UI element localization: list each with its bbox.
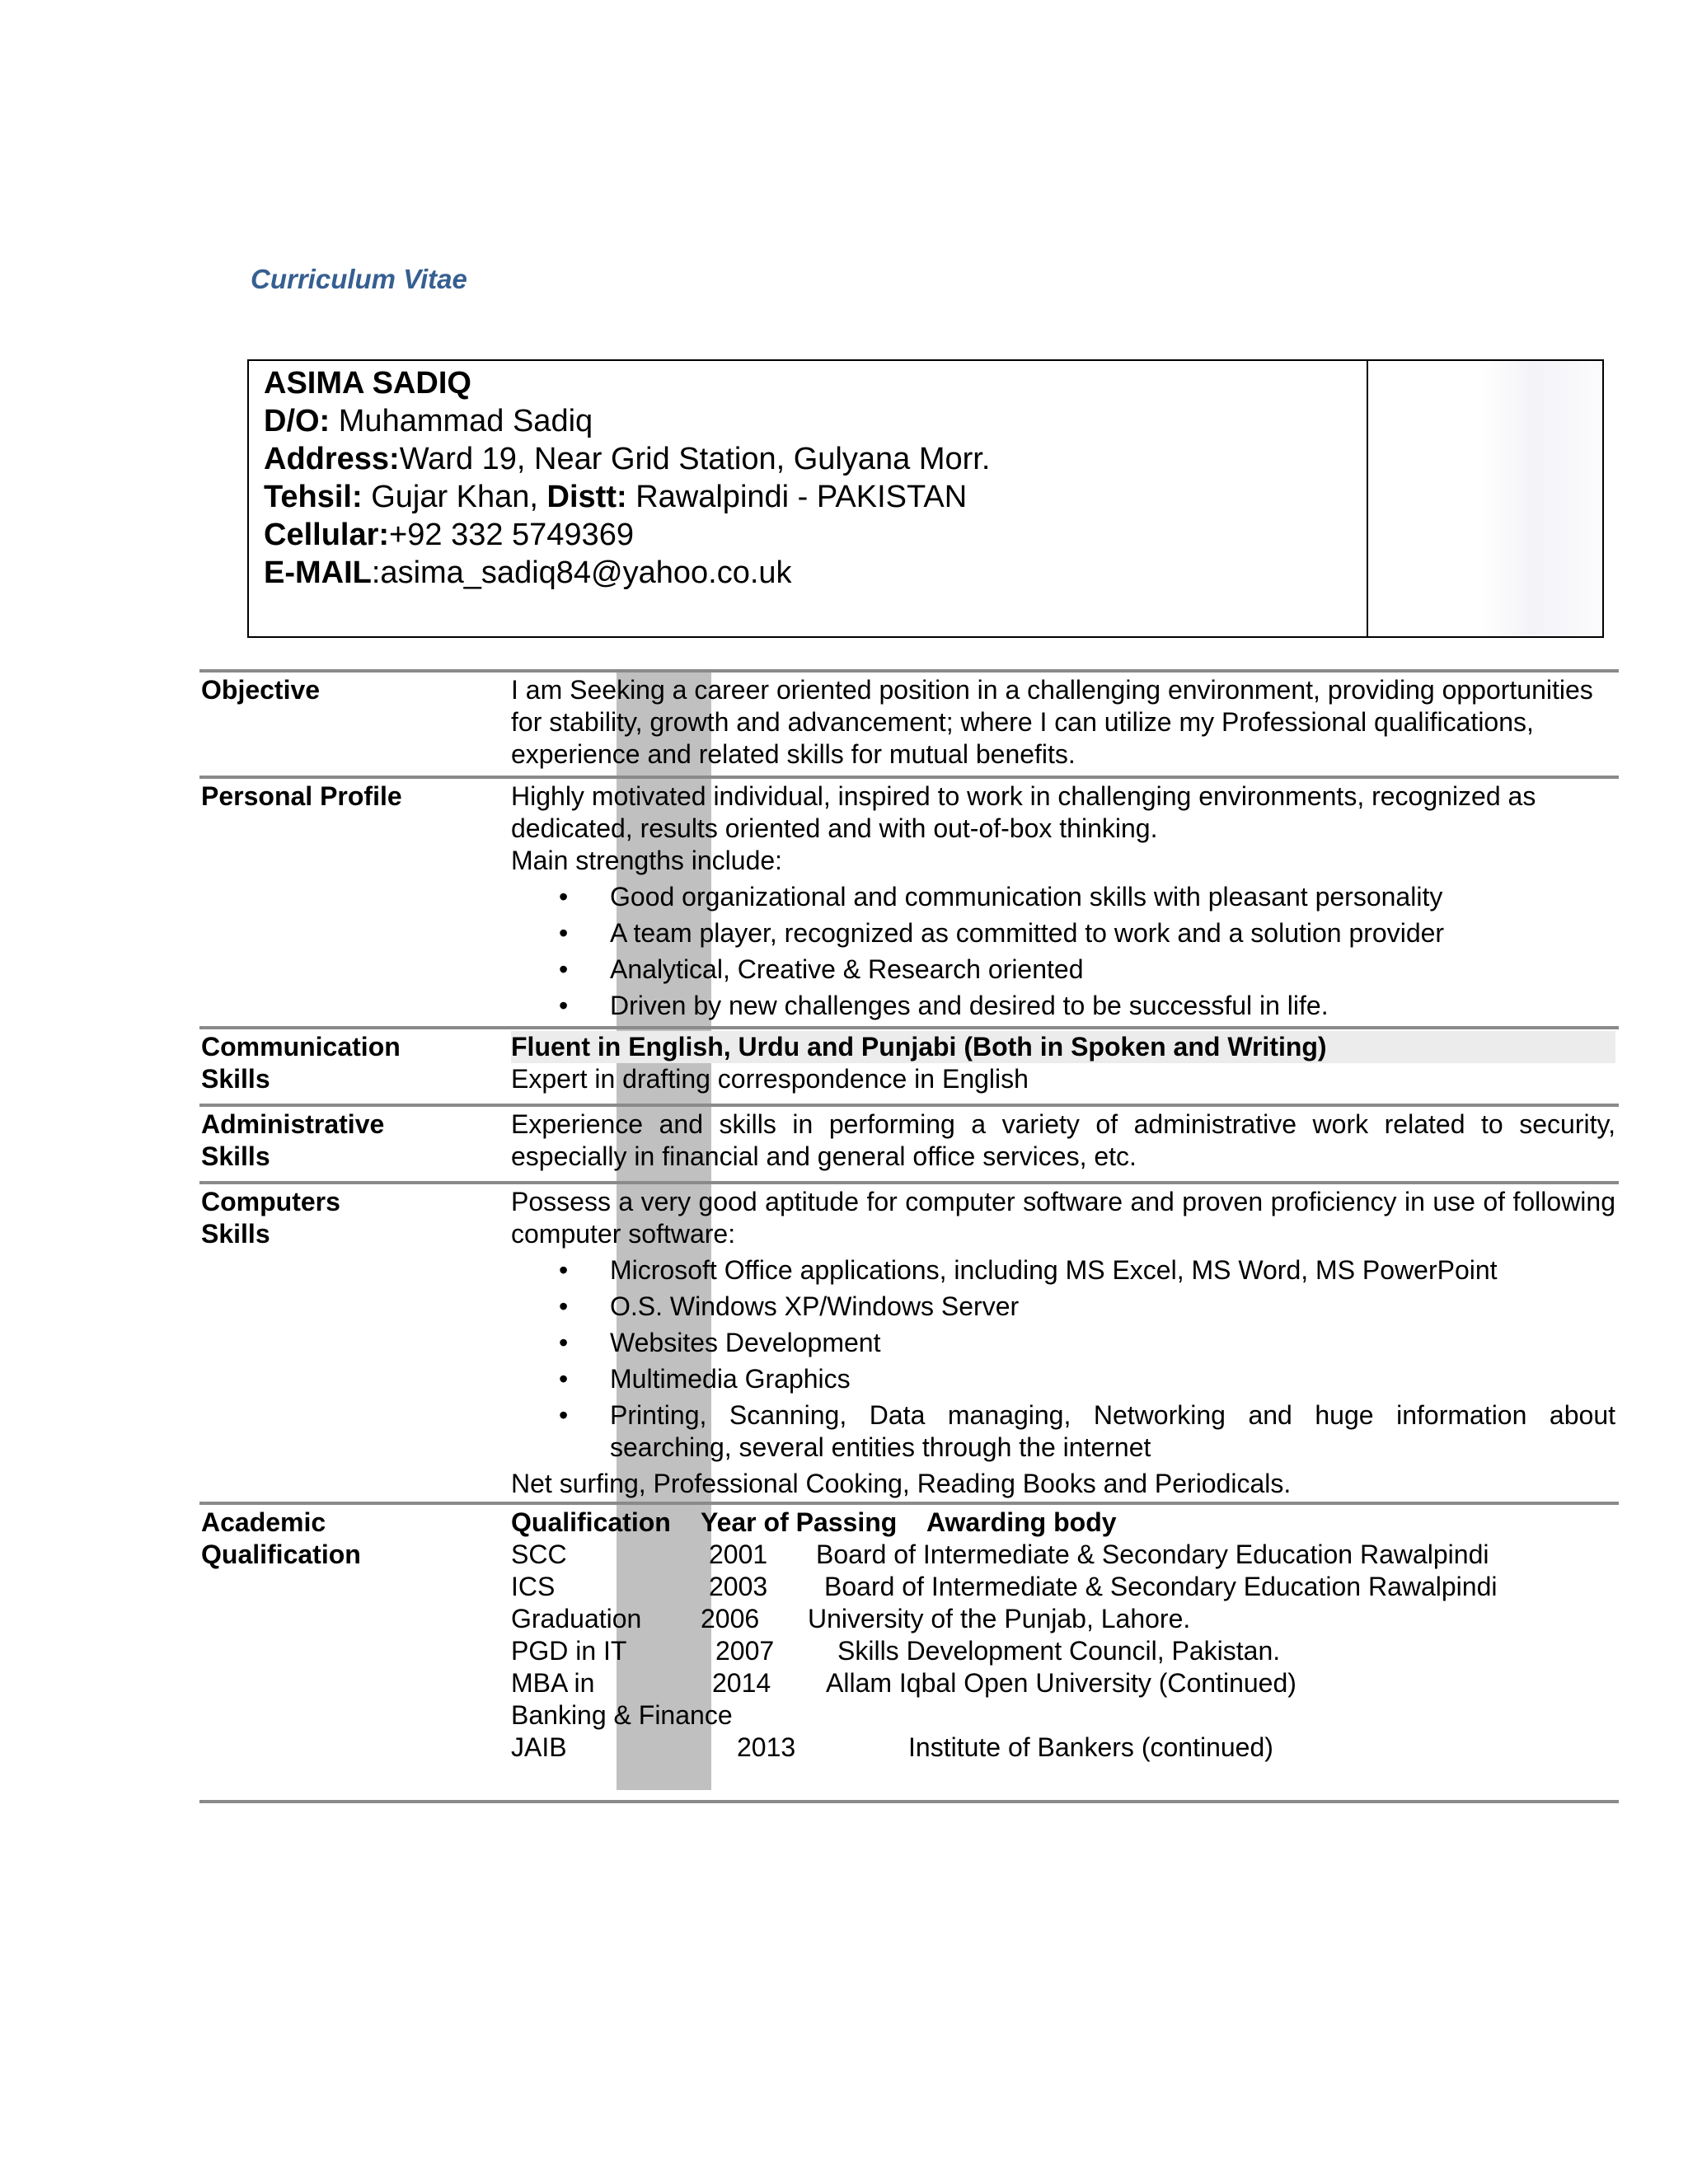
email-label: E-MAIL	[264, 555, 372, 590]
qualification-cell: MBA in	[511, 1668, 595, 1698]
tehsil-line	[264, 478, 990, 516]
document-title: Curriculum Vitae	[251, 264, 467, 294]
parent-value: Muhammad Sadiq	[330, 404, 593, 438]
list-item: • Multimedia Graphics	[511, 1363, 1615, 1395]
body-cell: Board of Intermediate & Secondary Education Rawalpindi	[824, 1572, 1498, 1601]
column-header: Qualification	[511, 1507, 671, 1537]
body-cell: University of the Punjab, Lahore.	[808, 1604, 1191, 1633]
computer-skills-list	[511, 1254, 1615, 1464]
computers-intro: Possess a very good aptitude for computer software and proven proficiency in use of following computer software:	[511, 1187, 1615, 1249]
qualification-cell: SCC	[511, 1540, 567, 1569]
label-line: Academic	[201, 1507, 326, 1537]
qualification-cell: JAIB	[511, 1732, 567, 1762]
candidate-name: ASIMA SADIQ	[264, 366, 471, 401]
parent-line	[264, 402, 990, 440]
tehsil-value: Gujar Khan,	[362, 480, 547, 514]
label-line: Skills	[201, 1064, 270, 1094]
section-label-objective: Objective	[201, 675, 321, 705]
photo-placeholder	[1368, 361, 1602, 636]
list-item: • Driven by new challenges and desired to be successful in life.	[511, 990, 1615, 1022]
contact-details	[264, 364, 990, 592]
table-row	[511, 1667, 1615, 1699]
administrative-text: Experience and skills in performing a variety of administrative work related to security, especially in financial and general office services, etc.	[511, 1109, 1615, 1171]
strengths-list	[511, 881, 1615, 1022]
label-line: Communication	[201, 1032, 401, 1062]
distt-label: Distt:	[546, 480, 627, 514]
cellular-value: +92 332 5749369	[389, 518, 634, 552]
column-header: Year of Passing	[701, 1507, 898, 1537]
address-line	[264, 440, 990, 478]
year-cell: 2014	[712, 1668, 771, 1698]
table-row	[511, 1732, 1615, 1764]
qualification-cell: Graduation	[511, 1604, 642, 1633]
address-label: Address:	[264, 442, 400, 476]
year-cell: 2001	[709, 1540, 768, 1569]
objective-text: I am Seeking a career oriented position in a challenging environment, providing opportunities for stability, growth and advancement; where I can utilize my Professional qualifications, experience and related skills for mutual benefits.	[511, 675, 1593, 769]
list-item: • A team player, recognized as committed to work and a solution provider	[511, 917, 1615, 949]
body-cell: Institute of Bankers (continued)	[908, 1732, 1273, 1762]
section-communication	[199, 1026, 1619, 1095]
qualification-cell: ICS	[511, 1572, 556, 1601]
distt-value: Rawalpindi - PAKISTAN	[626, 480, 968, 514]
personal-profile-intro: Highly motivated individual, inspired to work in challenging environments, recognized as dedicated, results oriented and with out-of-box thinking.	[511, 781, 1536, 843]
cv-sections	[199, 669, 1619, 1803]
cellular-label: Cellular:	[264, 518, 390, 552]
body-cell: Skills Development Council, Pakistan.	[837, 1636, 1281, 1666]
academic-table	[511, 1505, 1615, 1764]
table-row	[511, 1539, 1615, 1571]
column-header: Awarding body	[926, 1507, 1117, 1537]
list-item: • Good organizational and communication skills with pleasant personality	[511, 881, 1615, 913]
label-line: Computers	[201, 1187, 340, 1216]
list-item: • Websites Development	[511, 1327, 1615, 1359]
section-administrative	[199, 1104, 1619, 1173]
year-cell: 2006	[701, 1604, 760, 1633]
section-computers	[199, 1181, 1619, 1500]
year-cell: 2007	[715, 1636, 775, 1666]
cellular-line	[264, 516, 990, 554]
qualification-cell: PGD in IT	[511, 1636, 627, 1666]
section-label-academic	[201, 1507, 407, 1571]
body-cell: Board of Intermediate & Secondary Education Rawalpindi	[816, 1540, 1489, 1569]
table-row	[511, 1635, 1615, 1667]
section-personal-profile	[199, 776, 1619, 1022]
list-item: • O.S. Windows XP/Windows Server	[511, 1291, 1615, 1323]
label-line: Skills	[201, 1219, 270, 1249]
table-row	[511, 1571, 1615, 1603]
label-line: Skills	[201, 1141, 270, 1171]
parent-label: D/O:	[264, 404, 331, 438]
section-label-administrative	[201, 1108, 407, 1173]
section-label-communication	[201, 1031, 407, 1095]
computers-footer: Net surfing, Professional Cooking, Reading Books and Periodicals.	[511, 1469, 1292, 1498]
table-row	[511, 1699, 1615, 1732]
table-header	[511, 1507, 1615, 1539]
list-item: • Printing, Scanning, Data managing, Networking and huge information about searching, several entities through the internet	[511, 1399, 1615, 1464]
communication-languages: Fluent in English, Urdu and Punjabi (Both in Spoken and Writing)	[511, 1031, 1615, 1063]
list-item: • Microsoft Office applications, including MS Excel, MS Word, MS PowerPoint	[511, 1254, 1615, 1286]
section-academic	[199, 1502, 1619, 1800]
list-item: • Analytical, Creative & Research oriented	[511, 954, 1615, 986]
year-cell: 2003	[709, 1572, 768, 1601]
address-value: Ward 19, Near Grid Station, Gulyana Morr.	[399, 442, 991, 476]
section-label-personal-profile: Personal Profile	[201, 781, 402, 811]
body-cell: Allam Iqbal Open University (Continued)	[826, 1668, 1296, 1698]
contact-header-box	[247, 359, 1604, 638]
tehsil-label: Tehsil:	[264, 480, 363, 514]
computers-body	[511, 1184, 1615, 1500]
email-line	[264, 554, 990, 592]
communication-drafting: Expert in drafting correspondence in English	[511, 1064, 1029, 1094]
year-cell: 2013	[737, 1732, 796, 1762]
bottom-rule	[199, 1800, 1619, 1803]
qualification-cell: Banking & Finance	[511, 1700, 733, 1730]
label-line: Qualification	[201, 1540, 361, 1569]
section-label-computers	[201, 1186, 407, 1250]
section-objective	[199, 669, 1619, 771]
personal-profile-body	[511, 779, 1615, 1022]
table-row	[511, 1603, 1615, 1635]
email-value: :asima_sadiq84@yahoo.co.uk	[371, 555, 792, 590]
label-line: Administrative	[201, 1109, 385, 1139]
strengths-heading: Main strengths include:	[511, 846, 783, 875]
communication-body	[511, 1029, 1615, 1095]
